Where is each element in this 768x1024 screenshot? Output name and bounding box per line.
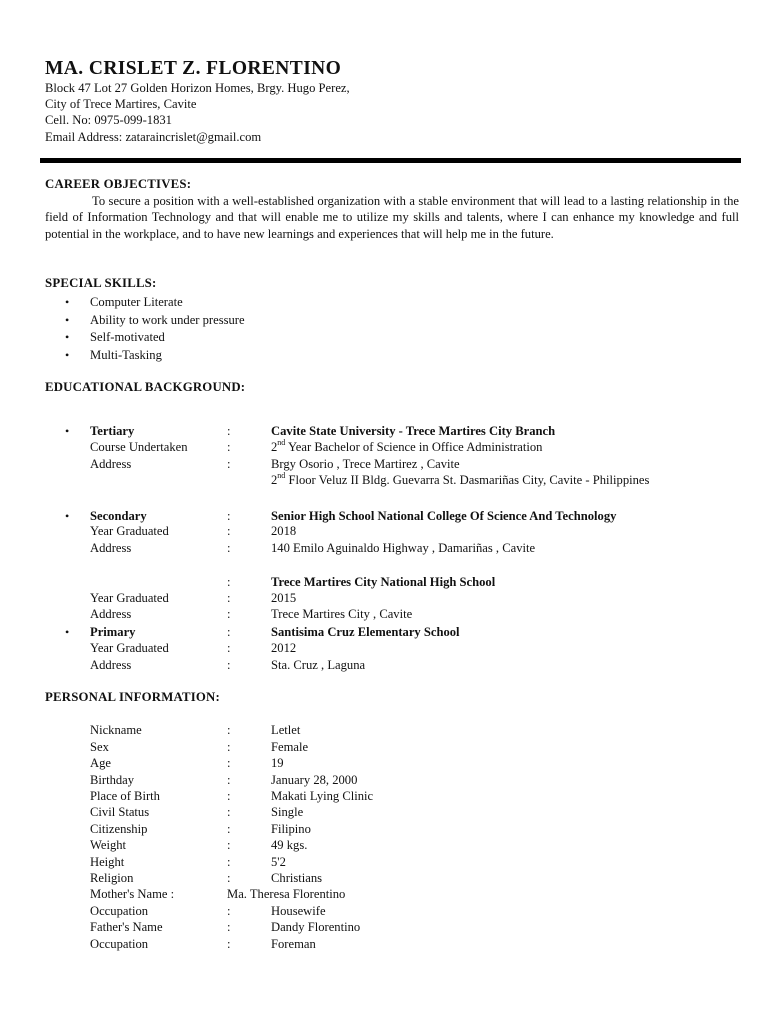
skill-item: Computer Literate (90, 295, 183, 309)
personal-value-birthday: January 28, 2000 (271, 773, 358, 787)
year-graduated-label: Year Graduated (90, 591, 169, 605)
colon: : (227, 789, 231, 803)
colon: : (227, 773, 231, 787)
colon: : (227, 575, 231, 589)
personal-label-birthday: Birthday (90, 773, 135, 787)
skill-item: Self-motivated (90, 330, 165, 344)
personal-label-religion: Religion (90, 871, 134, 885)
address-line-2: City of Trece Martires, Cavite (45, 97, 197, 111)
colon: : (227, 920, 231, 934)
career-objectives-heading: CAREER OBJECTIVES: (45, 177, 192, 191)
colon: : (227, 838, 231, 852)
colon: : (227, 822, 231, 836)
secondary-address-1: 140 Emilo Aguinaldo Highway , Damariñas , Cavite (271, 541, 536, 555)
personal-label-height: Height (90, 855, 125, 869)
colon: : (227, 871, 231, 885)
secondary-year-1: 2018 (271, 524, 297, 538)
year-graduated-label: Year Graduated (90, 524, 169, 538)
personal-value-age: 19 (271, 756, 284, 770)
applicant-name: MA. CRISLET Z. FLORENTINO (45, 58, 342, 79)
colon: : (227, 641, 231, 655)
personal-label-nickname: Nickname (90, 723, 142, 737)
personal-label-mother-occupation: Occupation (90, 904, 149, 918)
secondary-address-2: Trece Martires City , Cavite (271, 607, 413, 621)
colon: : (227, 607, 231, 621)
address-label: Address (90, 607, 132, 621)
course-label: Course Undertaken (90, 440, 188, 454)
colon: : (227, 524, 231, 538)
colon: : (227, 541, 231, 555)
bullet-icon: • (65, 424, 70, 438)
header-divider (40, 158, 741, 163)
bullet-icon: • (65, 313, 70, 327)
personal-value-height: 5'2 (271, 855, 286, 869)
address-line-1: Block 47 Lot 27 Golden Horizon Homes, Brgy. Hugo Perez, (45, 81, 350, 95)
colon: : (227, 855, 231, 869)
personal-label-sex: Sex (90, 740, 109, 754)
tertiary-school: Cavite State University - Trece Martires City Branch (271, 424, 556, 438)
primary-address: Sta. Cruz , Laguna (271, 658, 366, 672)
bullet-icon: • (65, 509, 70, 523)
colon: : (227, 756, 231, 770)
year-graduated-label: Year Graduated (90, 641, 169, 655)
secondary-school-1: Senior High School National College Of Science And Technology (271, 509, 617, 523)
educational-background-heading: EDUCATIONAL BACKGROUND: (45, 380, 246, 394)
cell-number: Cell. No: 0975-099-1831 (45, 113, 172, 127)
colon: : (227, 424, 231, 438)
tertiary-label: Tertiary (90, 424, 135, 438)
colon: : (227, 625, 231, 639)
primary-year: 2012 (271, 641, 297, 655)
personal-label-civil-status: Civil Status (90, 805, 150, 819)
personal-value-mother-occupation: Housewife (271, 904, 326, 918)
personal-label-father-occupation: Occupation (90, 937, 149, 951)
secondary-label: Secondary (90, 509, 147, 523)
personal-value-civil-status: Single (271, 805, 304, 819)
personal-value-father-occupation: Foreman (271, 937, 316, 951)
skill-item: Multi-Tasking (90, 348, 162, 362)
primary-school: Santisima Cruz Elementary School (271, 625, 460, 639)
colon: : (227, 805, 231, 819)
colon: : (227, 591, 231, 605)
colon: : (227, 509, 231, 523)
personal-value-weight: 49 kgs. (271, 838, 308, 852)
secondary-school-2: Trece Martires City National High School (271, 575, 496, 589)
colon: : (227, 658, 231, 672)
personal-value-fathers-name: Dandy Florentino (271, 920, 361, 934)
address-label: Address (90, 658, 132, 672)
personal-information-heading: PERSONAL INFORMATION: (45, 690, 220, 704)
address-label: Address (90, 541, 132, 555)
personal-label-fathers-name: Father's Name (90, 920, 163, 934)
colon: : (227, 904, 231, 918)
colon: : (227, 740, 231, 754)
tertiary-address-1: Brgy Osorio , Trece Martirez , Cavite (271, 457, 460, 471)
tertiary-address-2: 2nd Floor Veluz II Bldg. Guevarra St. Dasmariñas City, Cavite - Philippines (271, 471, 650, 487)
address-label: Address (90, 457, 132, 471)
personal-value-place-of-birth: Makati Lying Clinic (271, 789, 374, 803)
colon: : (227, 440, 231, 454)
personal-value-nickname: Letlet (271, 723, 301, 737)
bullet-icon: • (65, 625, 70, 639)
special-skills-heading: SPECIAL SKILLS: (45, 276, 157, 290)
personal-value-religion: Christians (271, 871, 323, 885)
skill-item: Ability to work under pressure (90, 313, 245, 327)
primary-label: Primary (90, 625, 136, 639)
colon: : (227, 937, 231, 951)
email-address: Email Address: zataraincrislet@gmail.com (45, 130, 262, 144)
career-objectives-text: To secure a position with a well-established organization with a stable environment that will lead to a lasting relationship in the field of Information Technology and that will enable me to utilize my skills and talents, where I can enhance my knowledge and full potential in the workplace, and to have new learnings and experiences that will help me in the future. (45, 194, 739, 241)
bullet-icon: • (65, 348, 70, 362)
bullet-icon: • (65, 295, 70, 309)
colon: : (227, 457, 231, 471)
personal-label-mothers-name: Mother's Name : (90, 887, 175, 901)
personal-label-age: Age (90, 756, 111, 770)
personal-label-citizenship: Citizenship (90, 822, 148, 836)
personal-label-weight: Weight (90, 838, 127, 852)
bullet-icon: • (65, 330, 70, 344)
colon: : (227, 723, 231, 737)
personal-value-sex: Female (271, 740, 309, 754)
personal-value-citizenship: Filipino (271, 822, 311, 836)
personal-label-place-of-birth: Place of Birth (90, 789, 160, 803)
personal-value-mothers-name: Ma. Theresa Florentino (227, 887, 346, 901)
secondary-year-2: 2015 (271, 591, 297, 605)
course-value: 2nd Year Bachelor of Science in Office Administration (271, 438, 543, 454)
